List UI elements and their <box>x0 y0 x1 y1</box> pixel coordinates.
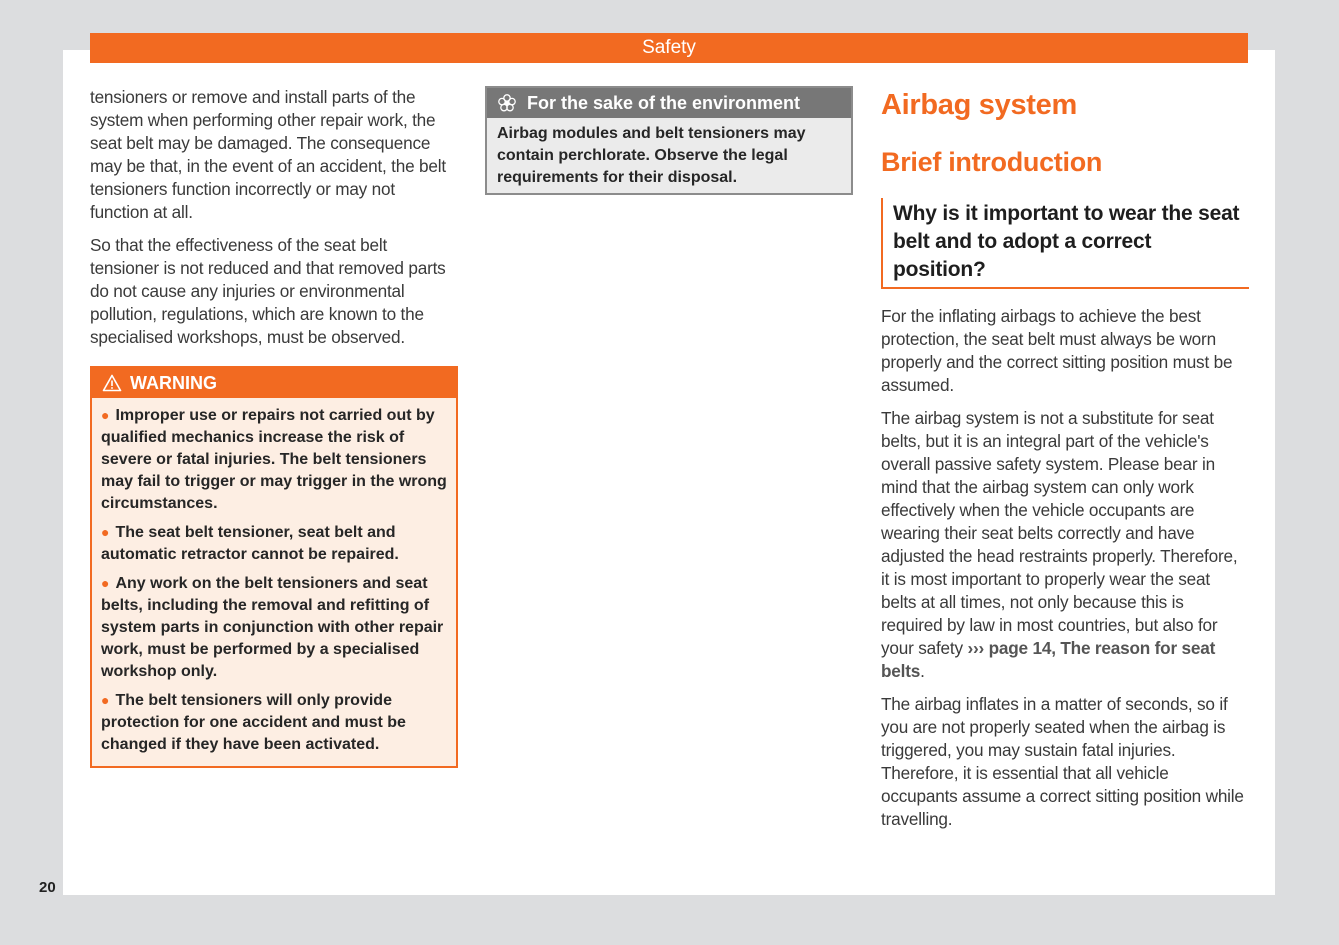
bullet-icon: ● <box>101 575 110 591</box>
chapter-header <box>90 33 1248 63</box>
environment-header <box>487 88 851 118</box>
right-body <box>881 305 1249 831</box>
right-column <box>881 86 1249 841</box>
flower-environment-icon <box>497 93 517 113</box>
warning-header <box>92 368 456 398</box>
environment-text: Airbag modules and belt tensioners may contain perchlorate. Observe the legal requirements for their disposal. <box>497 125 806 186</box>
warning-box <box>90 366 458 768</box>
bullet-icon: ● <box>101 524 110 540</box>
bullet-icon: ● <box>101 692 110 708</box>
chapter-title: Safety <box>642 37 696 58</box>
section-title: Airbag system <box>881 89 1077 121</box>
environment-box <box>485 86 853 195</box>
body-paragraph: tensioners or remove and install parts of the system when performing other repair work, the seat belt may be damaged. The consequence may be that, in the event of an accident, the belt tensioners function incorrectly or may not function at all. <box>90 87 446 222</box>
body-paragraph: The airbag system is not a substitute for seat belts, but it is an integral part of the vehicle's overall passive safety system. Please bear in mind that the airbag system can only work effectively when the vehicle occupants are wearing their seat belts correctly and have adjusted the head restraints properly. Therefore, it is most important to properly wear the seat belts at all times, not only because this is required by law in most countries, but also for your safety ››› page 14, The reason for seat belts. <box>881 408 1238 681</box>
warning-item: ● The belt tensioners will only provide protection for one accident and must be changed if they have been activated. <box>101 692 406 753</box>
environment-title: For the sake of the environment <box>527 92 801 113</box>
body-paragraph: For the inflating airbags to achieve the best protection, the seat belt must always be worn properly and the correct sitting position must be assumed. <box>881 306 1233 395</box>
warning-title: WARNING <box>130 372 217 393</box>
body-paragraph: The airbag inflates in a matter of seconds, so if you are not properly seated when the airbag is triggered, you may sustain fatal injuries. Therefore, it is essential that all vehicle occupants assume a correct sitting position while travelling. <box>881 694 1244 829</box>
bullet-icon: ● <box>101 407 110 423</box>
page-number: 20 <box>39 879 56 896</box>
middle-column <box>485 86 853 195</box>
body-paragraph: So that the effectiveness of the seat belt tensioner is not reduced and that removed parts do not cause any injuries or environmental pollution, regulations, which are known to the specialised workshops, must be observed. <box>90 235 446 347</box>
left-column <box>90 86 458 768</box>
subsection-title: Brief introduction <box>881 147 1103 177</box>
warning-triangle-icon <box>102 374 122 392</box>
page-reference-link[interactable]: ››› page 14, The reason for seat belts <box>881 638 1216 681</box>
question-heading: Why is it important to wear the seat belt and to adopt a correct position? <box>881 198 1249 289</box>
warning-list <box>92 398 456 766</box>
warning-item: ● The seat belt tensioner, seat belt and automatic retractor cannot be repaired. <box>101 524 399 563</box>
warning-item: ● Any work on the belt tensioners and seat belts, including the removal and refitting of system parts in conjunction with other repair work, must be performed by a specialised workshop only. <box>101 575 444 680</box>
warning-item: ● Improper use or repairs not carried out by qualified mechanics increase the risk of severe or fatal injuries. The belt tensioners may fail to trigger or may trigger in the wrong circumstances. <box>101 407 447 512</box>
